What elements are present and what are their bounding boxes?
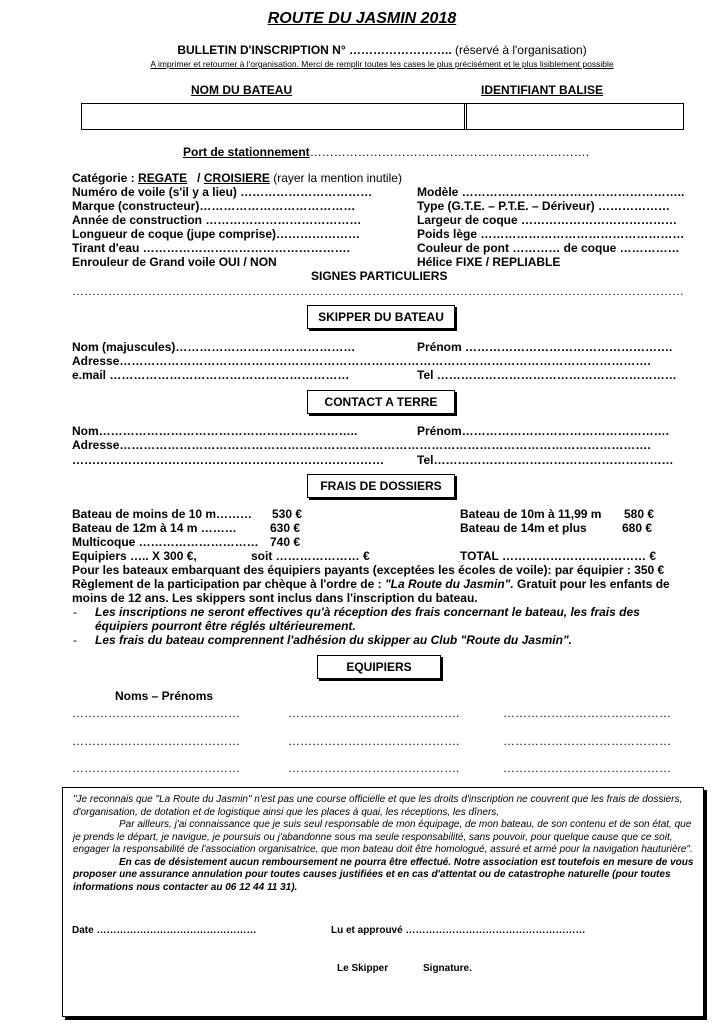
fee-value-3: 740 € — [270, 535, 301, 549]
contact-name-field[interactable]: Nom……………………………………………………….. — [72, 424, 358, 438]
brand-field[interactable]: Marque (constructeur)………………………………… — [72, 199, 356, 213]
fees-section-title: FRAIS DE DOSSIERS — [307, 474, 455, 498]
payment-note-c: Gratuit pour les enfants de — [517, 577, 670, 591]
skipper-address-field[interactable]: Adresse……………………………………………………………………………………………………………………. — [72, 354, 651, 368]
draft-field[interactable]: Tirant d'eau ……………………………………………. — [72, 241, 350, 255]
category-croisiere[interactable]: CROISIERE — [203, 171, 270, 185]
contact-tel-field[interactable]: Tel…………………………………………………… — [417, 453, 674, 467]
paying-crew-note: Pour les bateaux embarquant des équipiers payants (exceptées les écoles de voile): par équipier : 350 € — [72, 563, 665, 577]
port-line[interactable] — [183, 145, 589, 159]
declaration-box — [62, 787, 704, 1017]
port-field[interactable]: ……………………………………………………………. — [309, 145, 590, 159]
crew-member-field[interactable]: …………………………………… — [72, 734, 240, 748]
category-line — [72, 171, 402, 185]
category-note: (rayer la mention inutile) — [273, 171, 402, 185]
fee-value-r1: 580 € — [624, 507, 655, 521]
crew-names-label: Noms – Prénoms — [115, 689, 214, 703]
total-field[interactable]: TOTAL ……………………………… € — [460, 549, 657, 563]
crew-member-field[interactable]: ……………………………………. — [288, 761, 460, 775]
length-field[interactable]: Longueur de coque (jupe comprise)………………… — [72, 227, 361, 241]
category-label: Catégorie : — [72, 171, 135, 185]
skipper-firstname-field[interactable]: Prénom ……………………………………………. — [417, 340, 673, 354]
boat-name-field[interactable] — [81, 103, 467, 130]
contact-address-field[interactable]: Adresse……………………………………………………………………………………………………………………. — [72, 438, 651, 452]
special-signs-label: SIGNES PARTICULIERS — [311, 269, 448, 283]
payment-note-b: "La Route du Jasmin". — [384, 577, 514, 591]
skipper-email-field[interactable]: e.mail …………………………………………………… — [72, 368, 350, 382]
width-field[interactable]: Largeur de coque ………………………………… — [417, 213, 678, 227]
boat-name-label: NOM DU BATEAU — [191, 83, 293, 97]
skipper-tel-field[interactable]: Tel …………………………………………………… — [417, 368, 677, 382]
fee-label-1: Bateau de moins de 10 m……… — [72, 507, 253, 521]
crew-member-field[interactable]: ……………………………………. — [288, 706, 460, 720]
beacon-id-field[interactable] — [464, 103, 684, 130]
signature-label: Signature. — [423, 963, 472, 974]
page-title: ROUTE DU JASMIN 2018 — [267, 10, 457, 27]
fee-value-1: 530 € — [272, 507, 303, 521]
instructions: A imprimer et retourner à l'organisation. Merci de remplir toutes les cases le plus précisément et le plus lisiblement possible — [150, 59, 614, 69]
crew-section-title: EQUIPIERS — [317, 655, 441, 679]
skipper-section-title: SKIPPER DU BATEAU — [307, 305, 455, 329]
fee-value-2: 630 € — [270, 521, 301, 535]
skipper-name-field[interactable]: Nom (majuscules)……………………………………… — [72, 340, 356, 354]
crew-member-field[interactable]: …………………………………… — [503, 761, 671, 775]
bulletin-line — [0, 43, 724, 57]
crew-amount-field[interactable]: soit ………………… € — [251, 549, 370, 563]
bulletin-label: BULLETIN D'INSCRIPTION N° — [177, 43, 346, 57]
contact-section-title: CONTACT A TERRE — [307, 390, 455, 414]
reserved-note: (réservé à l'organisation) — [455, 43, 587, 57]
declaration-p2: Par ailleurs, j'ai connaissance que je suis seul responsable de mon équipage, de mon bateau, de son contenu et de son état, que je prends le départ, je navigue, je poursuis ou j'abandonne sous ma seule responsabilité, sans pouvoir, pour quelque cause que ce soit, engager la responsabilité de l'association organisatrice, que mon bateau doit être homologué, assuré et armé pour la navigation hauturière". — [73, 819, 693, 855]
bullet-2-line: Les frais du bateau comprennent l'adhésion du skipper au Club "Route du Jasmin". — [95, 633, 572, 647]
port-label: Port de stationnement — [183, 145, 310, 159]
bullet-1-line-b: équipiers pourront être réglés ultérieurement. — [95, 619, 356, 633]
fee-label-2: Bateau de 12m à 14 m ……… — [72, 521, 237, 535]
bullet-2: - — [73, 633, 77, 647]
color-field[interactable]: Couleur de pont ………… de coque …………… — [417, 241, 680, 255]
fee-label-r1: Bateau de 10m à 11,99 m — [460, 507, 602, 521]
declaration-p1: "Je reconnais que "La Route du Jasmin" n'est pas une course officielle et que les droits d'inscription ne couvrent que les frais de dossiers, d'organisation, de dotation et de logistique ainsi que les places à quai, les réceptions, les dîners, — [73, 794, 683, 818]
children-note: moins de 12 ans. Les skippers sont inclus dans l'inscription du bateau. — [72, 591, 478, 605]
fee-label-3: Multicoque ………………………… — [72, 535, 259, 549]
year-field[interactable]: Année de construction ………………………………… — [72, 213, 362, 227]
date-field[interactable]: Date ………………………………………… — [72, 925, 257, 936]
crew-member-field[interactable]: …………………………………… — [503, 734, 671, 748]
crew-member-field[interactable]: ……………………………………. — [288, 734, 460, 748]
crew-count-field[interactable]: Equipiers ….. X 300 €, — [72, 549, 197, 563]
model-field[interactable]: Modèle ……………………………………………….. — [417, 185, 685, 199]
propeller-field[interactable]: Hélice FIXE / REPLIABLE — [417, 255, 561, 269]
crew-member-field[interactable]: …………………………………… — [503, 706, 671, 720]
read-approved-field[interactable]: Lu et approuvé ……………………………………………… — [331, 925, 586, 936]
declaration-p3: En cas de désistement aucun remboursement ne pourra être effectué. Notre association est toutefois en mesure de vous proposer une assurance annulation pour toutes causes justifiées et en cas d'attentat ou de catastrophe naturelle (pour toutes informations nous contacter au 06 12 44 11 31). — [73, 856, 694, 893]
contact-firstname-field[interactable]: Prénom……………………………………………. — [417, 424, 670, 438]
weight-field[interactable]: Poids lège …………………………………………… — [417, 227, 685, 241]
fee-label-r2: Bateau de 14m et plus — [460, 521, 587, 535]
furler-field[interactable]: Enrouleur de Grand voile OUI / NON — [72, 255, 277, 269]
special-signs-field[interactable]: ……………………………………………………………………………………………………………………………………… — [72, 284, 684, 298]
payment-note — [72, 577, 670, 591]
category-sep: / — [197, 171, 201, 185]
fee-value-r2: 680 € — [622, 521, 653, 535]
bullet-1: - — [73, 605, 77, 619]
contact-extra-field[interactable]: …………………………………………………………………… — [72, 453, 384, 467]
bullet-1-line-a: Les inscriptions ne seront effectives qu'à réception des frais concernant le bateau, les frais des — [95, 605, 640, 619]
type-field[interactable]: Type (G.T.E. – P.T.E. – Dériveur) ……………… — [417, 199, 670, 213]
beacon-id-label: IDENTIFIANT BALISE — [481, 83, 603, 97]
crew-member-field[interactable]: …………………………………… — [72, 706, 240, 720]
payment-note-a: Règlement de la participation par chèque à l'ordre de : — [72, 577, 382, 591]
sail-number-field[interactable]: Numéro de voile (s'il y a lieu) …………………………… — [72, 185, 373, 199]
crew-member-field[interactable]: …………………………………… — [72, 761, 240, 775]
category-regate[interactable]: REGATE — [138, 171, 188, 185]
bulletin-number-field[interactable]: …………………….. — [348, 43, 452, 57]
skipper-signature-label: Le Skipper — [337, 963, 389, 974]
